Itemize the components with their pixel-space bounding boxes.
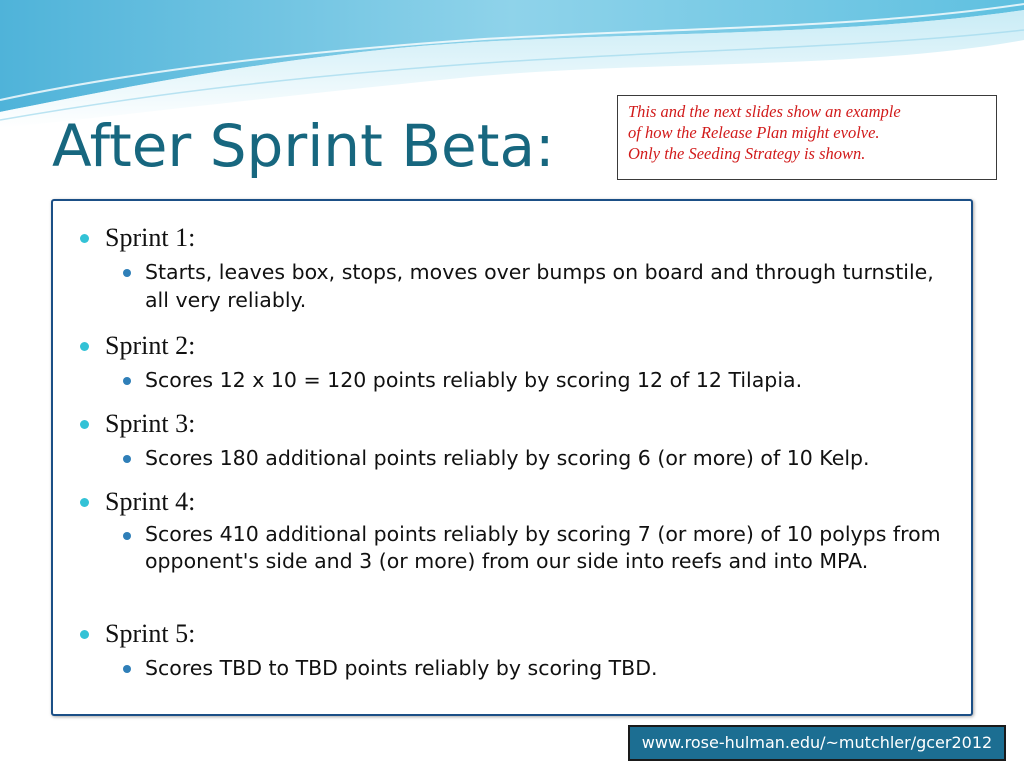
sub-bullet-icon xyxy=(123,377,131,385)
sprint-detail: Scores 180 additional points reliably by scoring 6 (or more) of 10 Kelp. xyxy=(145,446,870,470)
bullet-icon xyxy=(80,630,89,639)
sprint-detail: Scores TBD to TBD points reliably by scoring TBD. xyxy=(145,656,658,680)
sub-bullet-icon xyxy=(123,455,131,463)
sprint-detail: Starts, leaves box, stops, moves over bumps on board and through turnstile, all very reliably. xyxy=(145,260,934,312)
sub-bullet-icon xyxy=(123,532,131,540)
sprint-label: Sprint 4: xyxy=(105,487,196,516)
sprint-label: Sprint 1: xyxy=(105,223,196,252)
sprint-detail: Scores 410 additional points reliably by scoring 7 (or more) of 10 polyps from opponent's side and 3 (or more) from our side into reefs and into MPA. xyxy=(145,522,941,573)
content-box xyxy=(51,199,973,716)
bullet-icon xyxy=(80,234,89,243)
sub-bullet-icon xyxy=(123,269,131,277)
note-line: Only the Seeding Strategy is shown. xyxy=(628,144,866,163)
sub-bullet-icon xyxy=(123,665,131,673)
sprint-label: Sprint 3: xyxy=(105,409,196,438)
note-line: of how the Release Plan might evolve. xyxy=(628,123,880,142)
bullet-icon xyxy=(80,420,89,429)
sprint-label: Sprint 5: xyxy=(105,619,196,648)
sprint-label: Sprint 2: xyxy=(105,331,196,360)
bullet-icon xyxy=(80,498,89,507)
note-line: This and the next slides show an example xyxy=(628,102,901,121)
sprint-item xyxy=(77,619,945,682)
slide-title: After Sprint Beta: xyxy=(52,112,555,180)
sprint-detail: Scores 12 x 10 = 120 points reliably by scoring 12 of 12 Tilapia. xyxy=(145,368,803,392)
sprint-item xyxy=(77,487,945,575)
sprint-item xyxy=(77,223,945,314)
sprint-item xyxy=(77,331,945,394)
footer-url[interactable]: www.rose-hulman.edu/~mutchler/gcer2012 xyxy=(628,725,1006,761)
sprint-item xyxy=(77,409,945,472)
bullet-icon xyxy=(80,342,89,351)
note-callout xyxy=(617,95,997,180)
